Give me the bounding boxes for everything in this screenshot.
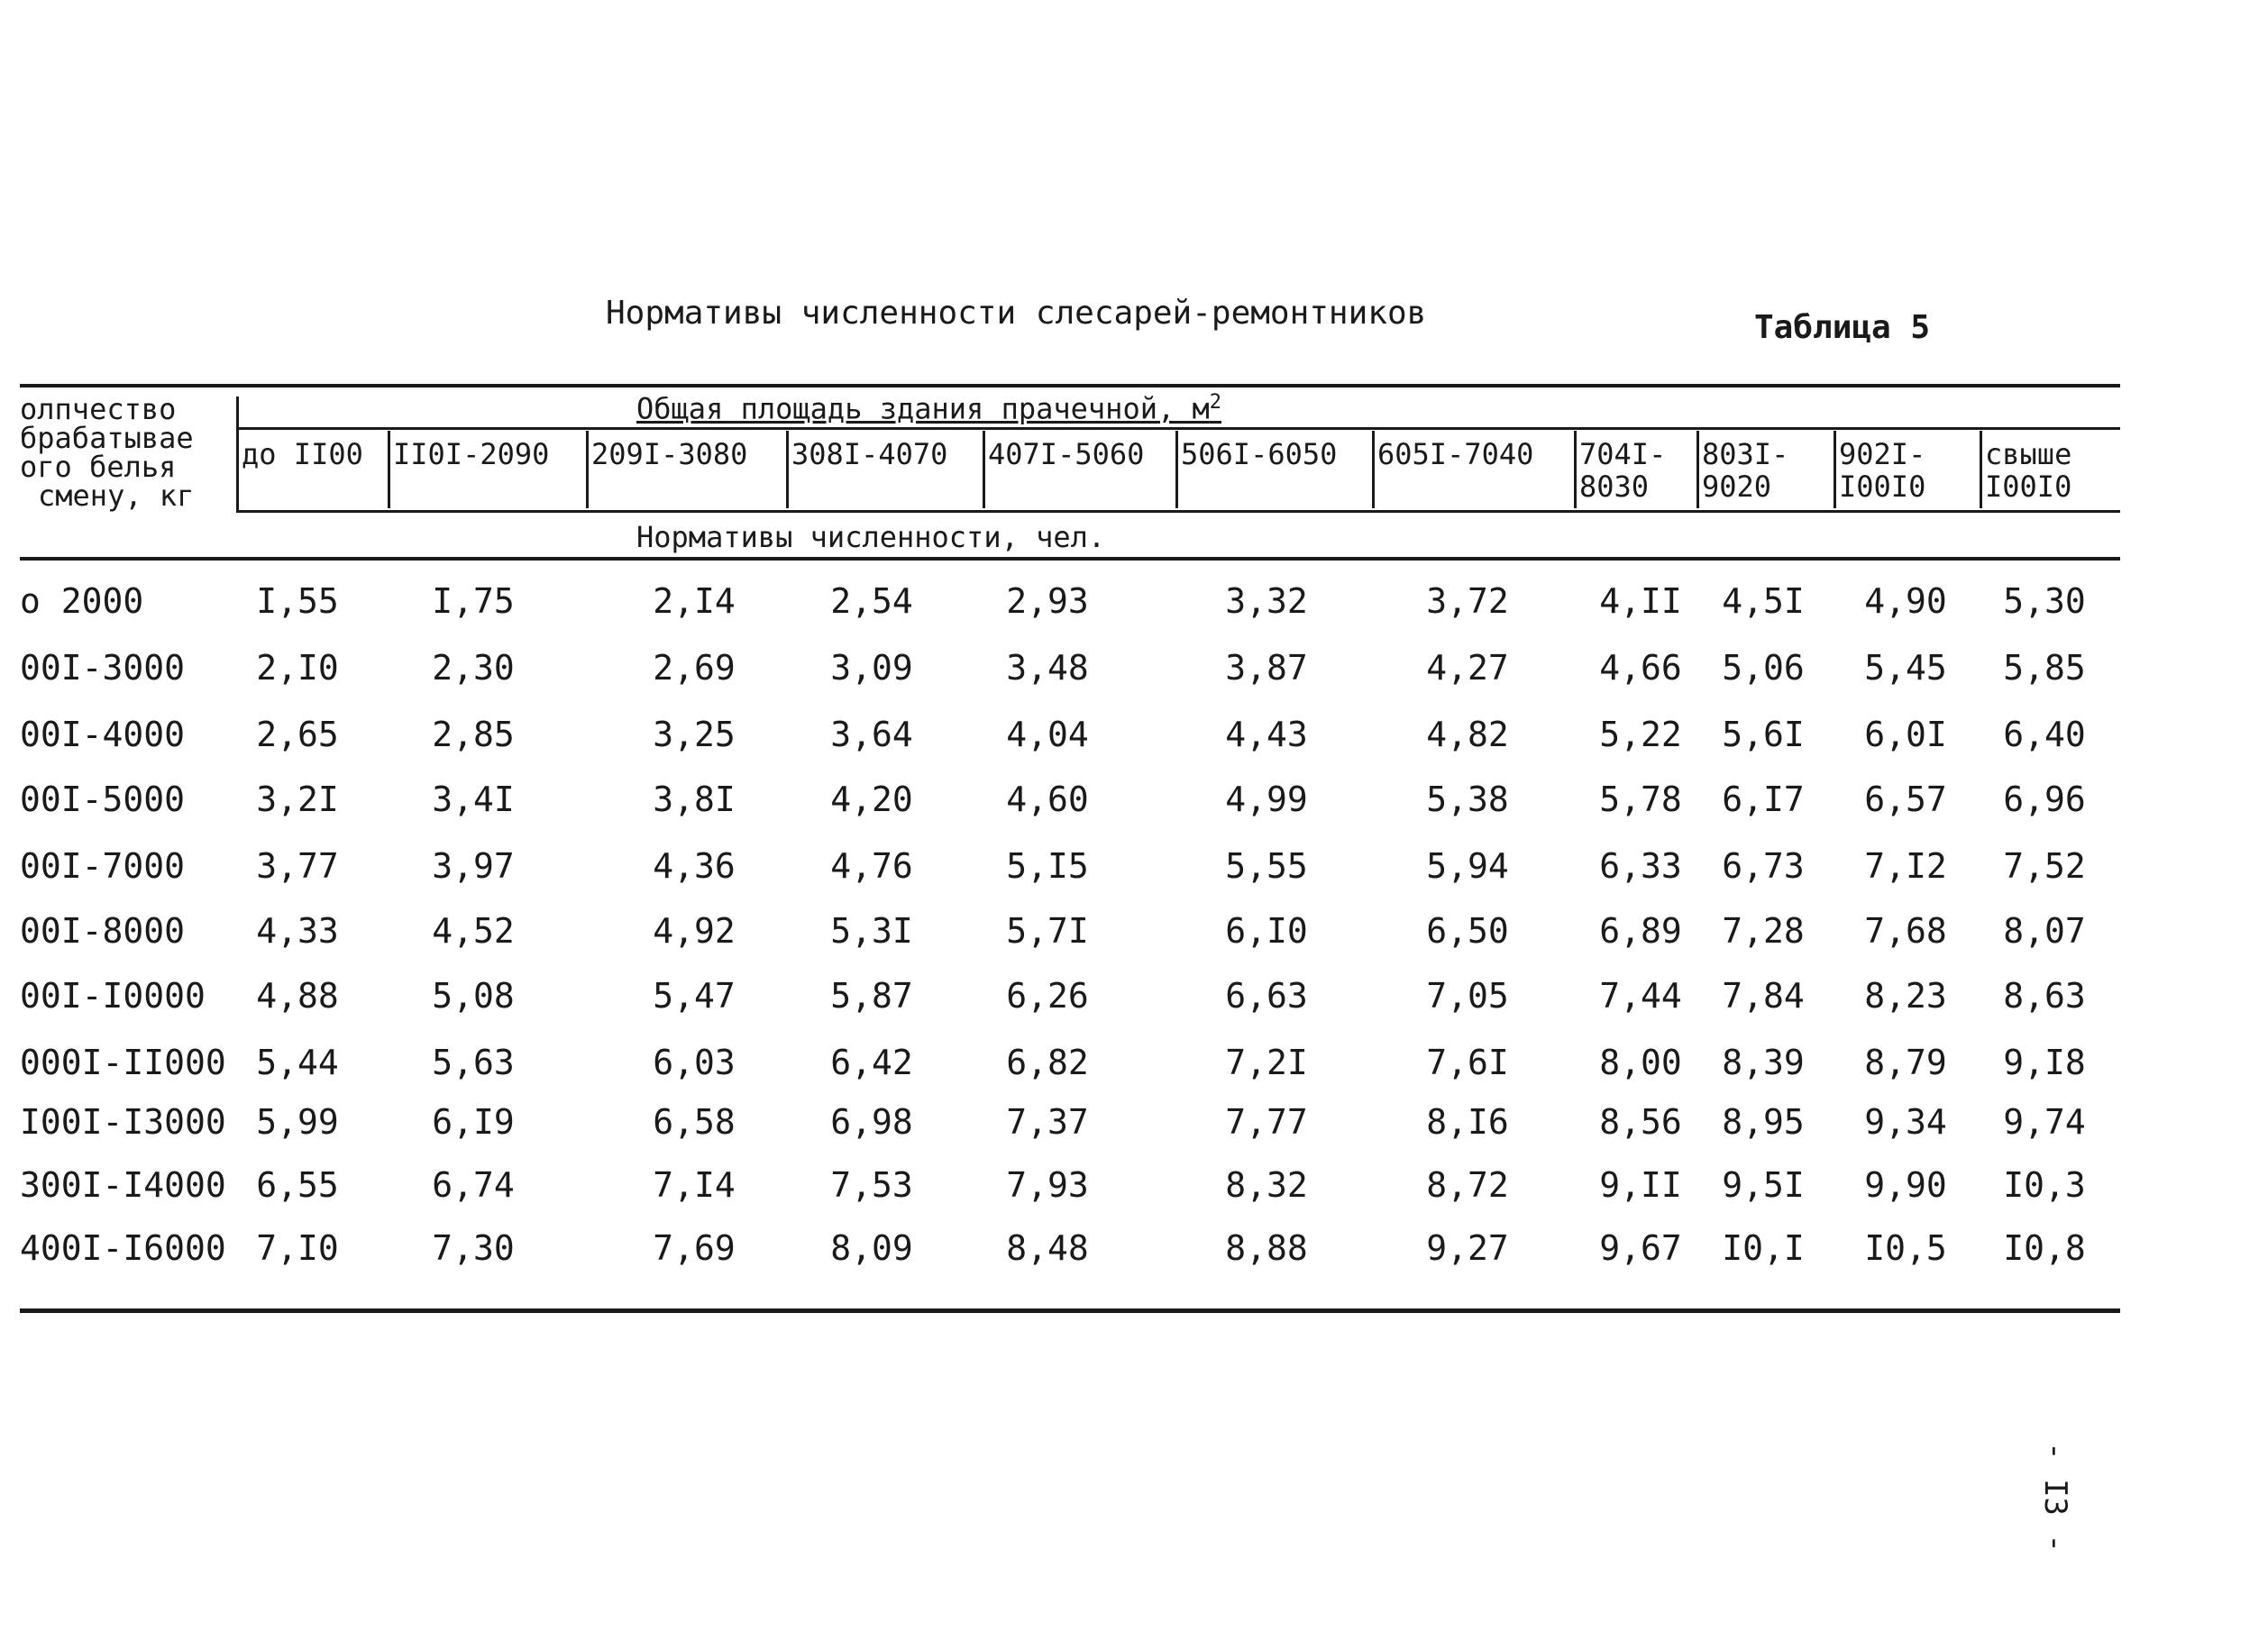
table-cell: 7,I0 — [256, 1228, 339, 1268]
table-cell: 4,20 — [830, 780, 913, 819]
table-cell: 8,09 — [830, 1228, 913, 1268]
table-cell: 6,40 — [2003, 715, 2086, 754]
column-header: 506I-6050 — [1181, 437, 1338, 471]
row-head-line: смену, кг — [38, 479, 195, 513]
row-label: 00I-4000 — [20, 715, 186, 754]
column-header: I00I0 — [1985, 470, 2072, 504]
table-cell: 7,2I — [1225, 1043, 1308, 1082]
table-cell: 7,44 — [1599, 976, 1682, 1016]
table-cell: 7,37 — [1006, 1102, 1089, 1142]
column-divider — [1696, 431, 1699, 508]
row-label: 00I-I0000 — [20, 976, 206, 1016]
page-title: Нормативы численности слесарей-ремонтников — [606, 295, 1427, 332]
group-header-text: Общая площадь здания прачечной, м — [636, 391, 1210, 426]
table-cell: 4,88 — [256, 976, 339, 1016]
table-cell: 3,25 — [653, 715, 736, 754]
table-cell: 8,23 — [1864, 976, 1947, 1016]
column-divider — [786, 431, 789, 508]
table-cell: 6,33 — [1599, 846, 1682, 886]
column-header: 8030 — [1579, 470, 1650, 504]
table-cell: 7,05 — [1426, 976, 1509, 1016]
table-cell: 3,72 — [1426, 581, 1509, 621]
column-divider — [1834, 431, 1836, 508]
table-cell: 8,00 — [1599, 1043, 1682, 1082]
table-cell: 5,44 — [256, 1043, 339, 1082]
table-cell: 5,6I — [1722, 715, 1805, 754]
table-cell: 6,63 — [1225, 976, 1308, 1016]
table-cell: 8,88 — [1225, 1228, 1308, 1268]
table-cell: 2,54 — [830, 581, 913, 621]
table-cell: 2,65 — [256, 715, 339, 754]
table-cell: 2,I4 — [653, 581, 736, 621]
row-label: 300I-I4000 — [20, 1165, 226, 1205]
table-cell: 3,87 — [1225, 648, 1308, 688]
table-cell: 8,I6 — [1426, 1102, 1509, 1142]
table-cell: 5,30 — [2003, 581, 2086, 621]
table-cell: 4,36 — [653, 846, 736, 886]
column-header: 605I-7040 — [1377, 437, 1534, 471]
table-cell: I0,I — [1722, 1228, 1805, 1268]
table-cell: 2,30 — [432, 648, 515, 688]
column-header: 9020 — [1702, 470, 1772, 504]
table-cell: 5,55 — [1225, 846, 1308, 886]
table-cell: 8,95 — [1722, 1102, 1805, 1142]
table-cell: 4,33 — [256, 911, 339, 951]
table-cell: 9,34 — [1864, 1102, 1947, 1142]
row-label: о 2000 — [20, 581, 144, 621]
table-cell: 8,32 — [1225, 1165, 1308, 1205]
column-divider — [983, 431, 985, 508]
table-cell: 6,74 — [432, 1165, 515, 1205]
table-cell: 3,8I — [653, 780, 736, 819]
table-cell: 8,39 — [1722, 1043, 1805, 1082]
column-divider — [236, 397, 239, 510]
table-cell: 5,3I — [830, 911, 913, 951]
table-cell: 5,78 — [1599, 780, 1682, 819]
rule-bottom — [20, 1308, 2120, 1313]
table-cell: 8,48 — [1006, 1228, 1089, 1268]
table-cell: 7,53 — [830, 1165, 913, 1205]
table-cell: 6,03 — [653, 1043, 736, 1082]
table-cell: 7,28 — [1722, 911, 1805, 951]
page-number: - I3 - — [2037, 1442, 2073, 1553]
column-header: 407I-5060 — [988, 437, 1145, 471]
column-divider — [1574, 431, 1577, 508]
group-header-sup: 2 — [1209, 391, 1222, 414]
table-cell: 7,6I — [1426, 1043, 1509, 1082]
table-cell: 5,47 — [653, 976, 736, 1016]
table-cell: 3,2I — [256, 780, 339, 819]
rule-header-bottom — [236, 510, 2120, 513]
table-cell: 6,89 — [1599, 911, 1682, 951]
table-cell: 7,30 — [432, 1228, 515, 1268]
table-cell: 7,52 — [2003, 846, 2086, 886]
table-cell: 6,96 — [2003, 780, 2086, 819]
table-cell: 4,5I — [1722, 581, 1805, 621]
table-cell: 6,I7 — [1722, 780, 1805, 819]
table-cell: 5,38 — [1426, 780, 1509, 819]
table-cell: 3,97 — [432, 846, 515, 886]
column-header: 308I-4070 — [791, 437, 948, 471]
table-cell: 4,43 — [1225, 715, 1308, 754]
table-cell: 3,32 — [1225, 581, 1308, 621]
table-cell: 4,82 — [1426, 715, 1509, 754]
table-cell: 6,0I — [1864, 715, 1947, 754]
row-label: 00I-3000 — [20, 648, 186, 688]
table-cell: 8,07 — [2003, 911, 2086, 951]
table-cell: 5,63 — [432, 1043, 515, 1082]
row-head-line: олпчество — [20, 392, 177, 426]
table-cell: 6,42 — [830, 1043, 913, 1082]
table-cell: I0,8 — [2003, 1228, 2086, 1268]
column-header: 902I- — [1839, 437, 1926, 471]
row-label: I00I-I3000 — [20, 1102, 226, 1142]
table-cell: 7,93 — [1006, 1165, 1089, 1205]
table-cell: 6,55 — [256, 1165, 339, 1205]
table-cell: 7,77 — [1225, 1102, 1308, 1142]
column-divider — [586, 431, 589, 508]
table-cell: 8,79 — [1864, 1043, 1947, 1082]
table-cell: 5,45 — [1864, 648, 1947, 688]
table-cell: 9,5I — [1722, 1165, 1805, 1205]
row-label: 000I-II000 — [20, 1043, 226, 1082]
table-cell: 4,92 — [653, 911, 736, 951]
table-cell: 8,72 — [1426, 1165, 1509, 1205]
column-header: 209I-3080 — [591, 437, 748, 471]
table-cell: 2,69 — [653, 648, 736, 688]
table-cell: 6,50 — [1426, 911, 1509, 951]
table-cell: 4,90 — [1864, 581, 1947, 621]
table-cell: I,75 — [432, 581, 515, 621]
table-cell: 4,66 — [1599, 648, 1682, 688]
table-cell: 3,09 — [830, 648, 913, 688]
row-label: 400I-I6000 — [20, 1228, 226, 1268]
table-cell: 4,76 — [830, 846, 913, 886]
table-cell: 4,27 — [1426, 648, 1509, 688]
row-label: 00I-5000 — [20, 780, 186, 819]
table-cell: 4,60 — [1006, 780, 1089, 819]
table-cell: 3,77 — [256, 846, 339, 886]
table-cell: 5,85 — [2003, 648, 2086, 688]
table-cell: 6,I9 — [432, 1102, 515, 1142]
table-cell: 2,I0 — [256, 648, 339, 688]
column-header: II0I-2090 — [393, 437, 550, 471]
table-cell: 5,99 — [256, 1102, 339, 1142]
table-cell: 2,85 — [432, 715, 515, 754]
group-header — [636, 393, 1221, 424]
table-cell: 6,I0 — [1225, 911, 1308, 951]
column-divider — [388, 431, 390, 508]
column-divider — [1980, 431, 1982, 508]
table-cell: 3,4I — [432, 780, 515, 819]
table-cell: 5,I5 — [1006, 846, 1089, 886]
rule-group — [236, 427, 2120, 430]
table-cell: 7,I4 — [653, 1165, 736, 1205]
row-head-line: ого белья — [20, 450, 177, 484]
table-label: Таблица 5 — [1754, 309, 1931, 346]
table-cell: 5,94 — [1426, 846, 1509, 886]
column-header: 803I- — [1702, 437, 1789, 471]
table-cell: 7,68 — [1864, 911, 1947, 951]
column-divider — [1175, 431, 1178, 508]
table-cell: 7,84 — [1722, 976, 1805, 1016]
table-cell: 4,52 — [432, 911, 515, 951]
table-cell: 9,27 — [1426, 1228, 1509, 1268]
table-cell: 3,48 — [1006, 648, 1089, 688]
rule-sub — [20, 557, 2120, 561]
table-cell: I,55 — [256, 581, 339, 621]
table-cell: 6,57 — [1864, 780, 1947, 819]
table-cell: 9,I8 — [2003, 1043, 2086, 1082]
table-cell: 6,26 — [1006, 976, 1089, 1016]
column-divider — [1372, 431, 1375, 508]
row-head-line: брабатывае — [20, 421, 194, 455]
column-header: 704I- — [1579, 437, 1667, 471]
table-cell: 4,II — [1599, 581, 1682, 621]
table-cell: 9,67 — [1599, 1228, 1682, 1268]
table-cell: 6,98 — [830, 1102, 913, 1142]
rule-top — [20, 384, 2120, 387]
table-cell: 6,58 — [653, 1102, 736, 1142]
table-cell: 7,69 — [653, 1228, 736, 1268]
table-cell: 8,63 — [2003, 976, 2086, 1016]
table-cell: 7,I2 — [1864, 846, 1947, 886]
table-cell: 6,73 — [1722, 846, 1805, 886]
table-cell: 6,82 — [1006, 1043, 1089, 1082]
table-cell: 5,87 — [830, 976, 913, 1016]
table-cell: 9,74 — [2003, 1102, 2086, 1142]
row-label: 00I-8000 — [20, 911, 186, 951]
table-cell: 9,II — [1599, 1165, 1682, 1205]
table-cell: 4,99 — [1225, 780, 1308, 819]
table-cell: 5,06 — [1722, 648, 1805, 688]
column-header: до II00 — [242, 437, 363, 471]
table-cell: 3,64 — [830, 715, 913, 754]
table-cell: 5,22 — [1599, 715, 1682, 754]
table-cell: I0,3 — [2003, 1165, 2086, 1205]
table-cell: 5,08 — [432, 976, 515, 1016]
row-label: 00I-7000 — [20, 846, 186, 886]
table-cell: 2,93 — [1006, 581, 1089, 621]
table-cell: I0,5 — [1864, 1228, 1947, 1268]
table-cell: 9,90 — [1864, 1165, 1947, 1205]
column-header: I00I0 — [1839, 470, 1926, 504]
table-cell: 8,56 — [1599, 1102, 1682, 1142]
sub-header: Нормативы численности, чел. — [636, 520, 1106, 554]
column-header: свыше — [1985, 437, 2072, 471]
table-cell: 4,04 — [1006, 715, 1089, 754]
table-cell: 5,7I — [1006, 911, 1089, 951]
